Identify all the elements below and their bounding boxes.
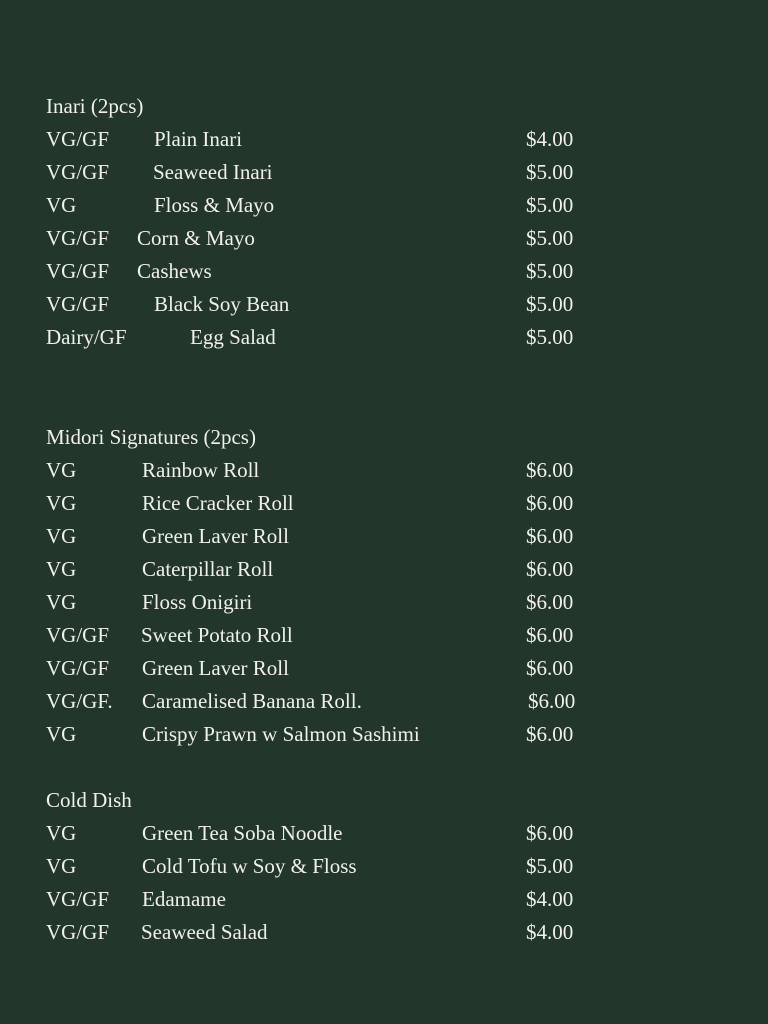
menu-item (46, 916, 606, 949)
item-name: Cold Tofu w Soy & Floss (142, 854, 357, 878)
diet-tag: VG/GF (46, 292, 110, 316)
item-price: $4.00 (526, 920, 574, 944)
item-name: Black Soy Bean (154, 292, 290, 316)
diet-tag: VG/GF (46, 160, 110, 184)
diet-tag: VG (46, 722, 77, 746)
item-name: Cashews (137, 259, 212, 283)
item-price: $5.00 (526, 226, 574, 250)
menu-item (46, 553, 606, 586)
diet-tag: VG (46, 458, 77, 482)
item-name: Edamame (142, 887, 226, 911)
item-name: Egg Salad (190, 325, 276, 349)
item-price: $6.00 (526, 722, 574, 746)
diet-tag: VG/GF (46, 623, 110, 647)
diet-tag: VG/GF (46, 887, 110, 911)
item-price: $5.00 (526, 193, 574, 217)
diet-tag: VG (46, 491, 77, 515)
menu-item (46, 619, 606, 652)
item-price: $6.00 (526, 557, 574, 581)
menu-item (46, 586, 606, 619)
item-price: $5.00 (526, 160, 574, 184)
menu-item (46, 123, 606, 156)
item-price: $6.00 (526, 821, 574, 845)
item-price: $6.00 (526, 656, 574, 680)
item-name: Sweet Potato Roll (141, 623, 293, 647)
diet-tag: VG/GF (46, 226, 110, 250)
menu-item (46, 321, 606, 354)
item-price: $5.00 (526, 854, 574, 878)
diet-tag: VG/GF (46, 127, 110, 151)
item-price: $4.00 (526, 127, 574, 151)
item-price: $6.00 (526, 623, 574, 647)
menu-item (46, 255, 606, 288)
item-name: Floss & Mayo (154, 193, 275, 217)
menu-item (46, 454, 606, 487)
item-name: Rainbow Roll (142, 458, 260, 482)
diet-tag: VG (46, 557, 77, 581)
item-name: Green Tea Soba Noodle (142, 821, 343, 845)
diet-tag: VG (46, 590, 77, 614)
diet-tag: VG/GF (46, 920, 110, 944)
section-title: Midori Signatures (2pcs) (46, 425, 256, 449)
menu-item (46, 850, 606, 883)
item-name: Plain Inari (154, 127, 243, 151)
menu-item (46, 883, 606, 916)
item-price: $5.00 (526, 292, 574, 316)
menu-item (46, 718, 606, 751)
item-price: $5.00 (526, 259, 574, 283)
diet-tag: VG/GF (46, 656, 110, 680)
item-name: Seaweed Inari (153, 160, 273, 184)
item-name: Floss Onigiri (142, 590, 253, 614)
section-midori-signatures (46, 421, 606, 751)
item-name: Caterpillar Roll (142, 557, 274, 581)
section-cold-dish (46, 784, 606, 949)
menu-item (46, 652, 606, 685)
menu-item (46, 520, 606, 553)
section-title: Inari (2pcs) (46, 94, 144, 118)
item-price: $5.00 (526, 325, 574, 349)
diet-tag: VG/GF. (46, 689, 113, 713)
diet-tag: VG (46, 524, 77, 548)
diet-tag: Dairy/GF (46, 325, 127, 349)
item-price: $6.00 (526, 458, 574, 482)
menu-item (46, 817, 606, 850)
diet-tag: VG (46, 821, 77, 845)
menu-item (46, 288, 606, 321)
item-name: Seaweed Salad (141, 920, 268, 944)
menu-item (46, 156, 606, 189)
menu-item (46, 685, 606, 718)
section-inari (46, 90, 606, 354)
item-name: Corn & Mayo (137, 226, 255, 250)
menu-item (46, 189, 606, 222)
menu-item (46, 487, 606, 520)
item-name: Green Laver Roll (142, 656, 289, 680)
item-name: Caramelised Banana Roll. (142, 689, 362, 713)
item-price: $6.00 (526, 524, 574, 548)
diet-tag: VG (46, 854, 77, 878)
item-price: $4.00 (526, 887, 574, 911)
item-name: Crispy Prawn w Salmon Sashimi (142, 722, 420, 746)
menu-item (46, 222, 606, 255)
section-title: Cold Dish (46, 788, 132, 812)
item-price: $6.00 (526, 590, 574, 614)
item-price: $6.00 (526, 491, 574, 515)
diet-tag: VG/GF (46, 259, 110, 283)
item-name: Green Laver Roll (142, 524, 289, 548)
diet-tag: VG (46, 193, 77, 217)
item-name: Rice Cracker Roll (142, 491, 294, 515)
item-price: $6.00 (528, 689, 576, 713)
